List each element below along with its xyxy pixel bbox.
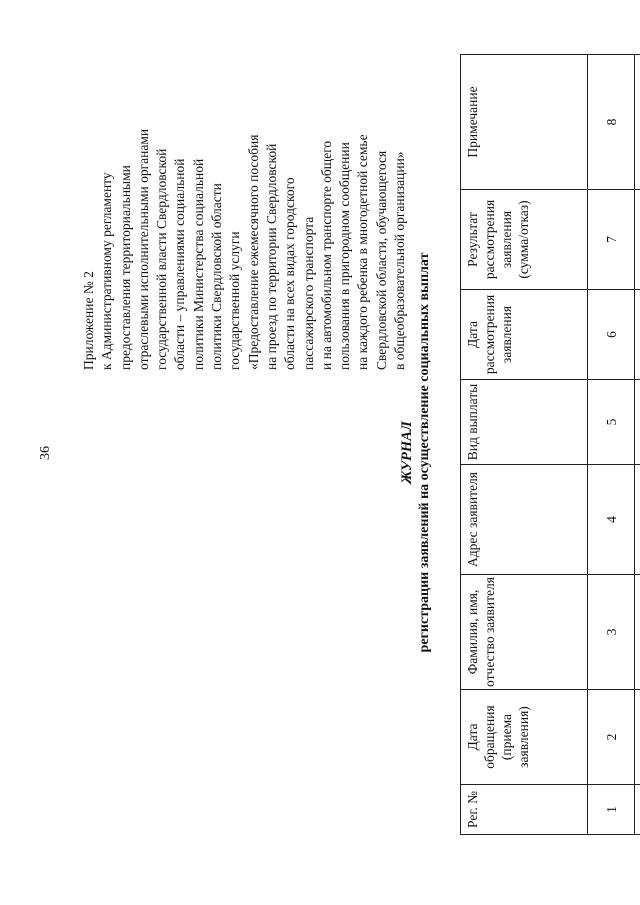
appendix-line: области – управлениями социальной: [172, 158, 188, 370]
empty-cell: [635, 190, 640, 290]
appendix-line: Приложение № 2: [81, 271, 96, 370]
column-number: 2: [588, 690, 635, 785]
appendix-line: предоставления территориальными: [117, 165, 133, 370]
registration-table: [460, 54, 640, 835]
column-number: 1: [588, 785, 635, 835]
column-number: 7: [588, 190, 635, 290]
header-reg-number: Рег. №: [461, 785, 588, 835]
appendix-line: государственной власти Свердловской: [154, 148, 170, 370]
appendix-line: на каждого ребенка в многодетной семье: [355, 134, 371, 370]
empty-cell: [635, 380, 640, 465]
column-number: 4: [588, 465, 635, 575]
table-empty-row: [635, 55, 640, 835]
header-applicant-name: Фамилия, имя, отчество заявителя: [461, 575, 588, 690]
column-number: 3: [588, 575, 635, 690]
appendix-line: пользования в пригородном сообщении: [337, 142, 353, 370]
table-number-row: [588, 55, 635, 835]
header-note: Примечание: [461, 55, 588, 190]
column-number: 5: [588, 380, 635, 465]
appendix-line: государственной услуги: [227, 231, 243, 370]
header-review-result: Результат рассмотрения заявления (сумма/отказ): [461, 190, 588, 290]
appendix-line: пассажирского транспорта: [300, 216, 316, 370]
column-number: 8: [588, 55, 635, 190]
empty-cell: [635, 785, 640, 835]
appendix-line: «Предоставление ежемесячного пособия: [245, 134, 261, 370]
appendix-line: политики Свердловской области: [209, 183, 225, 370]
journal-heading: [398, 0, 434, 905]
appendix-line: политики Министерства социальной: [190, 158, 206, 370]
column-number: 6: [588, 290, 635, 380]
header-applicant-address: Адрес заявителя: [461, 465, 588, 575]
header-payment-type: Вид выплаты: [461, 380, 588, 465]
appendix-line: и на автомобильном транспорте общего: [318, 140, 334, 370]
header-review-date: Дата рассмотрения заявления: [461, 290, 588, 380]
page-number: 36: [38, 446, 53, 460]
appendix-block: [80, 15, 409, 370]
appendix-line: к Административному регламенту: [99, 172, 115, 370]
journal-subtitle: регистрации заявлений на осуществление социальных выплат: [417, 252, 432, 653]
header-application-date: Дата обращения (приема заявления): [461, 690, 588, 785]
appendix-line: отраслевыми исполнительными органами: [135, 128, 151, 370]
empty-cell: [635, 55, 640, 190]
appendix-line: области на всех видах городского: [282, 177, 298, 370]
empty-cell: [635, 575, 640, 690]
appendix-line: в общеобразовательной организации»: [392, 151, 408, 370]
empty-cell: [635, 690, 640, 785]
table-header-row: [461, 55, 588, 835]
empty-cell: [635, 465, 640, 575]
journal-title: ЖУРНАЛ: [399, 421, 415, 484]
appendix-line: Свердловской области, обучающегося: [373, 150, 389, 370]
empty-cell: [635, 290, 640, 380]
appendix-line: на проезд по территории Свердловской: [263, 143, 279, 370]
